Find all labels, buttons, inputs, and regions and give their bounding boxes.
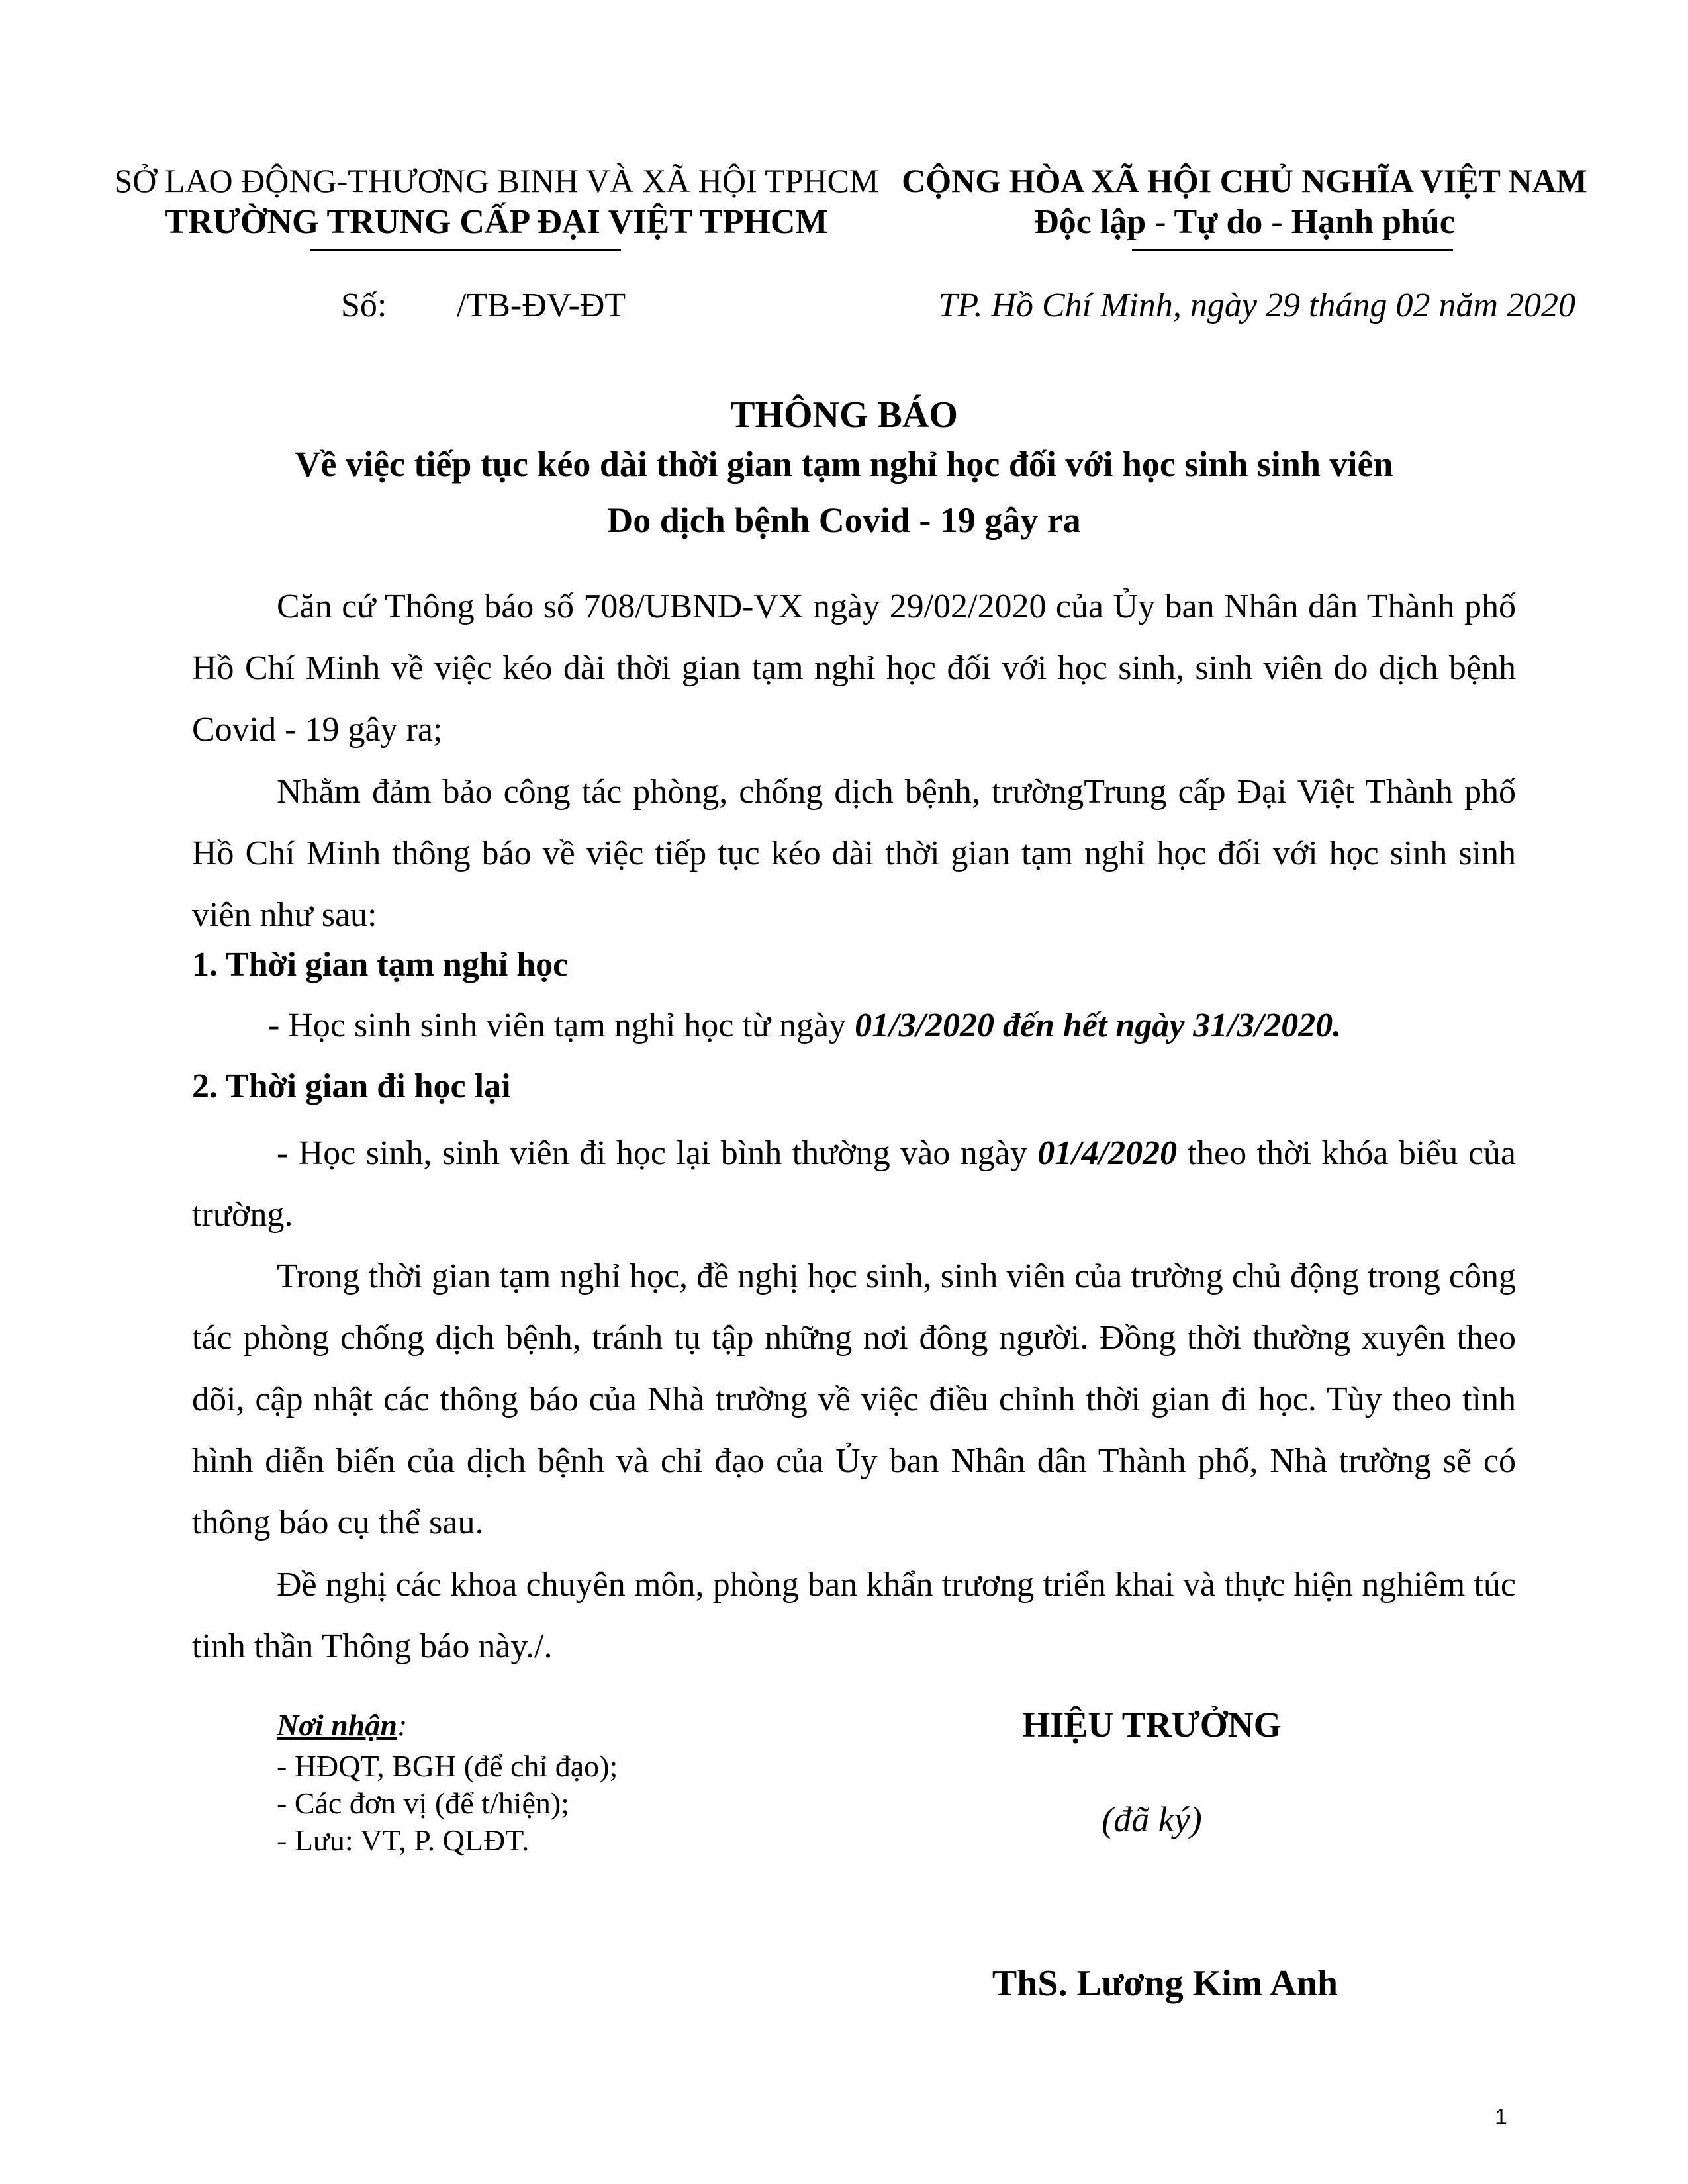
paragraph-instructions: Trong thời gian tạm nghỉ học, đề nghị học sinh, sinh viên của trường chủ động trong công tác phòng chống dịch bệnh, tránh tụ tập những nơi đông người. Đồng thời thường xuyên theo dõi, cập nhật các thông báo của Nhà trường về việc điều chỉnh thời gian đi học. Tùy theo tình hình diễn biến của dịch bệnh và chỉ đạo của Ủy ban Nhân dân Thành phố, Nhà trường sẽ có thông báo cụ thể sau. [192, 1257, 1516, 1541]
section-2-heading: 2. Thời gian đi học lại [192, 1068, 511, 1105]
page-number: 1 [1495, 2105, 1507, 2130]
recipient-item: - HĐQT, BGH (để chỉ đạo); [277, 1749, 618, 1783]
section-2-text-b: theo thời khóa biểu của trường. [192, 1134, 1516, 1234]
section-1-dates: 01/3/2020 đến hết ngày 31/3/2020. [855, 1007, 1342, 1044]
national-motto: Độc lập - Tự do - Hạnh phúc [1034, 203, 1455, 241]
section-1-item [268, 1006, 1341, 1045]
school-name-underline [310, 249, 621, 251]
paragraph-purpose: Nhằm đảm bảo công tác phòng, chống dịch bệnh, trườngTrung cấp Đại Việt Thành phố Hồ Chí Minh thông báo về việc tiếp tục kéo dài thời gian tạm nghỉ học đối với học sinh sinh viên như sau: [192, 773, 1516, 934]
signer-title: HIỆU TRƯỞNG [1022, 1705, 1282, 1745]
country-name: CỘNG HÒA XÃ HỘI CHỦ NGHĨA VIỆT NAM [902, 162, 1587, 199]
section-2-date: 01/4/2020 [1037, 1134, 1178, 1172]
motto-underline [1132, 249, 1453, 251]
paragraph-legal-basis: Căn cứ Thông báo số 708/UBND-VX ngày 29/02/2020 của Ủy ban Nhân dân Thành phố Hồ Chí Minh về việc kéo dài thời gian tạm nghỉ học đối với học sinh, sinh viên do dịch bệnh Covid - 19 gây ra; [192, 588, 1516, 749]
section-2-text-a: - Học sinh, sinh viên đi học lại bình thường vào ngày [277, 1134, 1038, 1172]
signer-name: ThS. Lương Kim Anh [992, 1963, 1338, 2004]
section-1-heading: 1. Thời gian tạm nghỉ học [192, 946, 569, 983]
school-name: TRƯỜNG TRUNG CẤP ĐẠI VIỆT TPHCM [165, 203, 828, 241]
section-1-text: - Học sinh sinh viên tạm nghỉ học từ ngày [268, 1007, 855, 1044]
document-subtitle: Về việc tiếp tục kéo dài thời gian tạm nghỉ học đối với học sinh sinh viên [295, 444, 1393, 484]
recipients-label-colon: : [397, 1708, 408, 1742]
recipients-label-text: Nơi nhận [277, 1708, 397, 1742]
section-2-item [192, 1122, 1516, 1246]
recipients-label [277, 1707, 407, 1743]
paragraph-request: Đề nghị các khoa chuyên môn, phòng ban khẩn trương triển khai và thực hiện nghiêm túc tinh thần Thông báo này./. [192, 1566, 1516, 1665]
document-number-label: Số: [341, 287, 387, 324]
recipient-item: - Lưu: VT, P. QLĐT. [277, 1823, 530, 1857]
recipient-item: - Các đơn vị (để t/hiện); [277, 1786, 570, 1820]
document-subtitle-cause: Do dịch bệnh Covid - 19 gây ra [607, 500, 1081, 540]
document-title: THÔNG BÁO [730, 394, 958, 435]
signed-note: (đã ký) [1102, 1799, 1202, 1839]
place-and-date: TP. Hồ Chí Minh, ngày 29 tháng 02 năm 2020 [938, 287, 1575, 324]
document-number-code: /TB-ĐV-ĐT [457, 287, 626, 324]
agency-name: SỞ LAO ĐỘNG-THƯƠNG BINH VÀ XÃ HỘI TPHCM [114, 162, 879, 199]
